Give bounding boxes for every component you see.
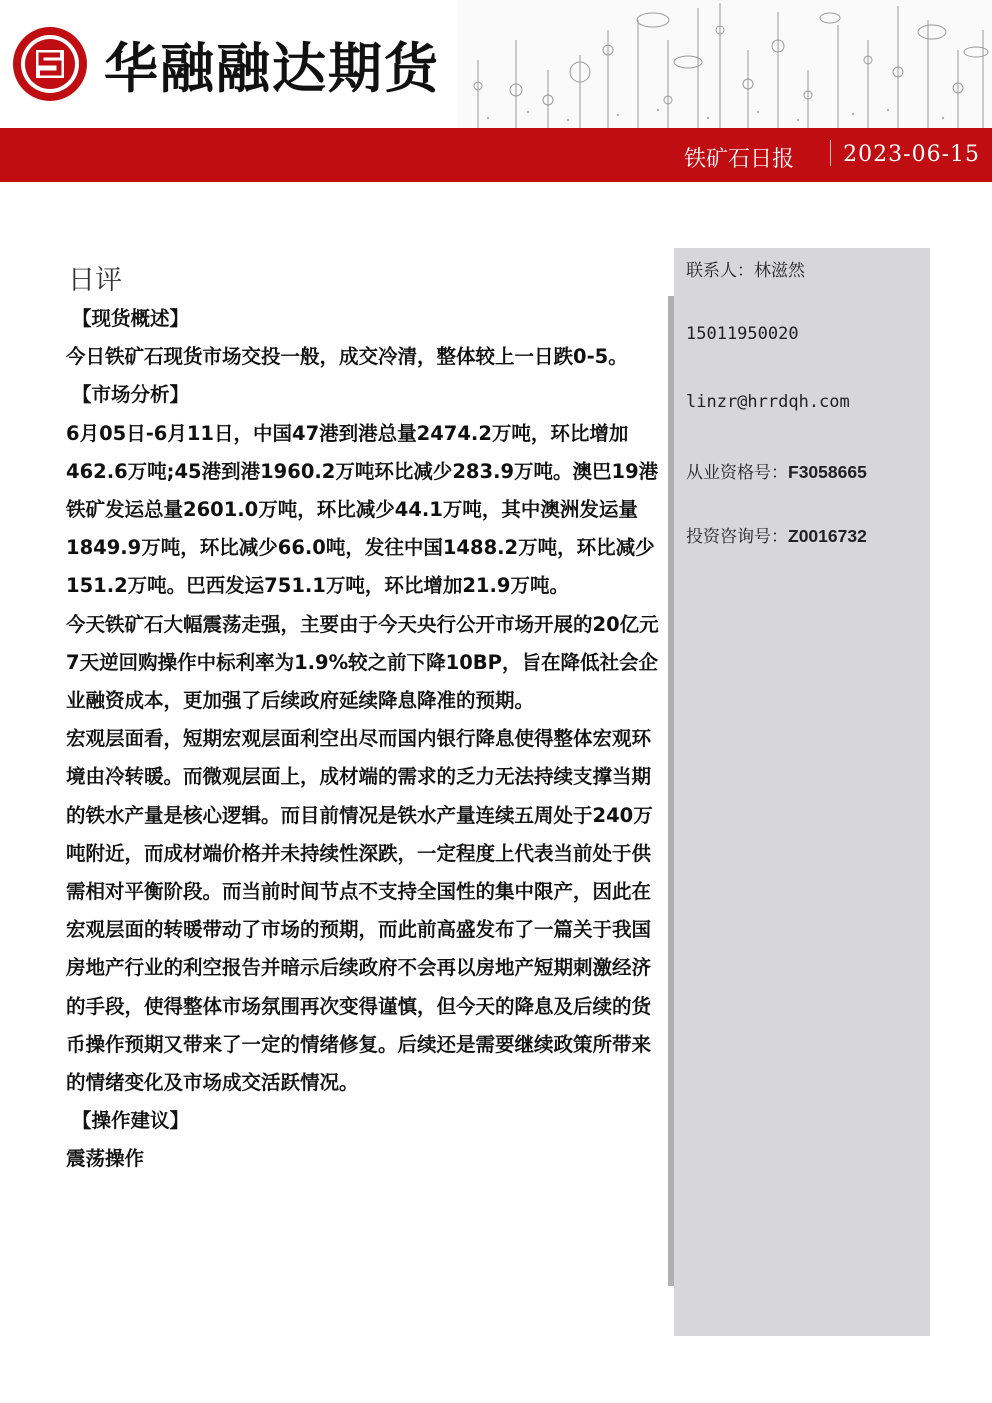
logo [10, 22, 440, 106]
consult-value: Z0016732 [788, 526, 867, 546]
contact-person [686, 256, 805, 281]
report-title: 铁矿石日报 [683, 147, 794, 172]
contact-label: 联系人： [686, 261, 754, 281]
title-divider [830, 140, 831, 166]
contact-name: 林滋然 [754, 261, 805, 281]
consult-number [686, 522, 867, 547]
qualification-number [686, 458, 867, 483]
qualification-label: 从业资格号： [686, 463, 788, 483]
consult-label: 投资咨询号： [686, 527, 788, 547]
section-title: 日评 [68, 265, 122, 296]
heading-operation-advice: 【操作建议】 [72, 1109, 190, 1133]
paragraph-shipment-data: 6月05日-6月11日，中国47港到港总量2474.2万吨，环比增加462.6万吨;45港到港1960.2万吨环比减少283.9万吨。澳巴19港铁矿发运总量2601.0万吨，环比减少44.1万吨，其中澳洲发运量1849.9万吨，环比减少66.0吨，发往中国1488.2万吨，环比减少151.2万吨。巴西发运751.1万吨，环比增加21.9万吨。 [66, 421, 659, 598]
paragraph-spot-overview: 今日铁矿石现货市场交投一般，成交冷清，整体较上一日跌0-5。 [66, 345, 628, 369]
report-date: 2023-06-15 [843, 142, 980, 167]
paragraph-macro-view: 宏观层面看，短期宏观层面利空出尽而国内银行降息使得整体宏观环境由冷转暖。而微观层面上，成材端的需求的乏力无法持续支撑当期的铁水产量是核心逻辑。而目前情况是铁水产量连续五周处于240万吨附近，而成材端价格并未持续性深跌，一定程度上代表当前处于供需相对平衡阶段。而当前时间节点不支持全国性的集中限产，因此在宏观层面的转暖带动了市场的预期，而此前高盛发布了一篇关于我国房地产行业的利空报告并暗示后续政府不会再以房地产短期刺激经济的手段，使得整体市场氛围再次变得谨慎，但今天的降息及后续的货币操作预期又带来了一定的情绪修复。后续还是需要继续政策所带来的情绪变化及市场成交活跃情况。 [66, 727, 653, 1095]
header-band [0, 128, 992, 182]
brand-name: 华融融达期货 [104, 35, 440, 100]
contact-sidebar [674, 248, 930, 1336]
contact-phone: 15011950020 [686, 324, 799, 344]
heading-market-analysis: 【市场分析】 [72, 383, 190, 407]
heading-spot-overview: 【现货概述】 [72, 307, 190, 330]
qualification-value: F3058665 [788, 462, 867, 482]
paragraph-operation-advice: 震荡操作 [66, 1147, 145, 1171]
contact-email: linzr@hrrdqh.com [686, 392, 850, 412]
paragraph-price-movement: 今天铁矿石大幅震荡走强，主要由于今天央行公开市场开展的20亿元7天逆回购操作中标利率为1.9%较之前下降10BP，旨在降低社会企业融资成本，更加强了后续政府延续降息降准的预期。 [66, 612, 659, 713]
report-body [66, 300, 660, 1179]
company-logo-icon [10, 24, 90, 104]
header-decoration [458, 0, 992, 128]
